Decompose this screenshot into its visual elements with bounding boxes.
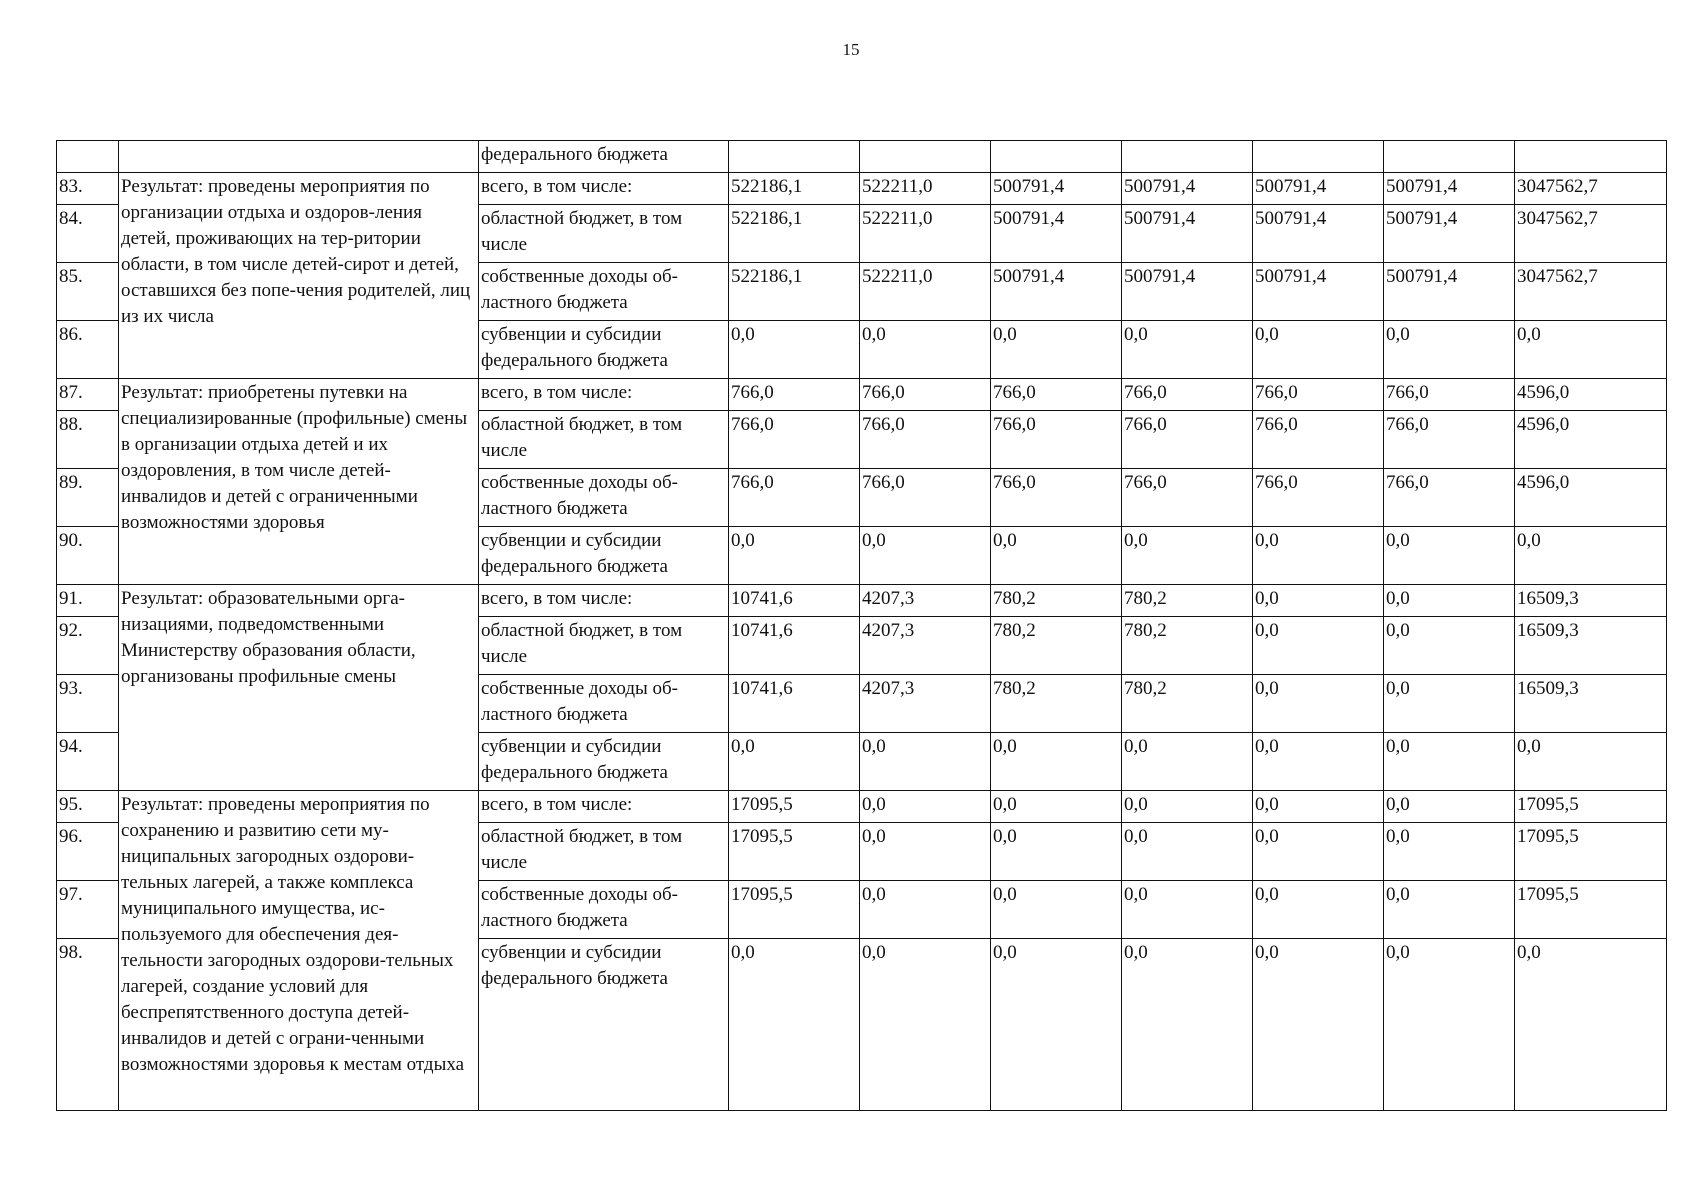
- row-number: 94.: [57, 733, 119, 791]
- amount-cell: 0,0: [1122, 527, 1253, 585]
- amount-cell: 0,0: [729, 321, 860, 379]
- amount-cell: 0,0: [1515, 527, 1667, 585]
- amount-cell: 766,0: [729, 469, 860, 527]
- amount-cell: 0,0: [729, 733, 860, 791]
- amount-cell: 0,0: [1253, 585, 1384, 617]
- amount-cell: 766,0: [991, 411, 1122, 469]
- amount-cell: 4596,0: [1515, 411, 1667, 469]
- amount-cell: 16509,3: [1515, 585, 1667, 617]
- amount-cell: 0,0: [1384, 527, 1515, 585]
- continuation-value-cell: [1515, 141, 1667, 173]
- amount-cell: 766,0: [1253, 379, 1384, 411]
- amount-cell: 16509,3: [1515, 675, 1667, 733]
- amount-cell: 500791,4: [1122, 173, 1253, 205]
- result-description: Результат: образовательными орга-низациями, подведомственными Министерству образования области, организованы профильные смены: [119, 585, 479, 791]
- amount-cell: 766,0: [1384, 469, 1515, 527]
- amount-cell: 522186,1: [729, 205, 860, 263]
- amount-cell: 4207,3: [860, 585, 991, 617]
- amount-cell: 500791,4: [991, 205, 1122, 263]
- amount-cell: 4207,3: [860, 675, 991, 733]
- amount-cell: 0,0: [860, 733, 991, 791]
- amount-cell: 0,0: [1253, 321, 1384, 379]
- continuation-value-cell: [1253, 141, 1384, 173]
- continuation-value-cell: [991, 141, 1122, 173]
- amount-cell: 3047562,7: [1515, 205, 1667, 263]
- amount-cell: 0,0: [860, 881, 991, 939]
- amount-cell: 0,0: [1384, 733, 1515, 791]
- funding-source: всего, в том числе:: [479, 173, 729, 205]
- amount-cell: 766,0: [860, 411, 991, 469]
- row-number: 83.: [57, 173, 119, 205]
- amount-cell: 0,0: [1122, 881, 1253, 939]
- funding-source: всего, в том числе:: [479, 585, 729, 617]
- row-number: 86.: [57, 321, 119, 379]
- row-number: 88.: [57, 411, 119, 469]
- amount-cell: 0,0: [1384, 675, 1515, 733]
- amount-cell: 4207,3: [860, 617, 991, 675]
- amount-cell: 500791,4: [991, 263, 1122, 321]
- amount-cell: 0,0: [991, 881, 1122, 939]
- amount-cell: 500791,4: [1384, 173, 1515, 205]
- continuation-source-cell: федерального бюджета: [479, 141, 729, 173]
- amount-cell: 0,0: [1122, 823, 1253, 881]
- funding-source: собственные доходы об-ластного бюджета: [479, 263, 729, 321]
- result-description: Результат: проведены мероприятия по сохранению и развитию сети му-ниципальных загородных оздорови-тельных лагерей, а также комплекса муниципального имущества, ис-пользуемого для обеспечения дея-тельности загородных оздорови-тельных лагерей, создание условий для беспрепятственного доступа детей-инвалидов и детей с ограни-ченными возможностями здоровья к местам отдыха: [119, 791, 479, 1111]
- amount-cell: 766,0: [991, 379, 1122, 411]
- amount-cell: 0,0: [1253, 527, 1384, 585]
- amount-cell: 17095,5: [1515, 791, 1667, 823]
- continuation-row: [57, 141, 1667, 173]
- amount-cell: 0,0: [1253, 791, 1384, 823]
- row-number: 91.: [57, 585, 119, 617]
- amount-cell: 17095,5: [729, 791, 860, 823]
- funding-source: собственные доходы об-ластного бюджета: [479, 675, 729, 733]
- amount-cell: 766,0: [991, 469, 1122, 527]
- funding-source: собственные доходы об-ластного бюджета: [479, 881, 729, 939]
- amount-cell: 0,0: [860, 321, 991, 379]
- amount-cell: 500791,4: [1122, 205, 1253, 263]
- amount-cell: 0,0: [860, 791, 991, 823]
- row-number: 98.: [57, 939, 119, 1111]
- amount-cell: 0,0: [991, 527, 1122, 585]
- amount-cell: 10741,6: [729, 617, 860, 675]
- row-number: 87.: [57, 379, 119, 411]
- amount-cell: 4596,0: [1515, 469, 1667, 527]
- amount-cell: 522186,1: [729, 173, 860, 205]
- funding-source: областной бюджет, в том числе: [479, 205, 729, 263]
- amount-cell: 0,0: [860, 939, 991, 1111]
- amount-cell: 0,0: [1253, 617, 1384, 675]
- continuation-value-cell: [1384, 141, 1515, 173]
- amount-cell: 780,2: [991, 617, 1122, 675]
- amount-cell: 0,0: [1515, 733, 1667, 791]
- page-number: 15: [842, 40, 860, 59]
- amount-cell: 780,2: [991, 675, 1122, 733]
- funding-source: областной бюджет, в том числе: [479, 411, 729, 469]
- amount-cell: 0,0: [1122, 733, 1253, 791]
- row-number: 97.: [57, 881, 119, 939]
- amount-cell: 766,0: [729, 379, 860, 411]
- amount-cell: 0,0: [991, 733, 1122, 791]
- amount-cell: 10741,6: [729, 585, 860, 617]
- amount-cell: 10741,6: [729, 675, 860, 733]
- amount-cell: 522211,0: [860, 205, 991, 263]
- amount-cell: 0,0: [1384, 791, 1515, 823]
- amount-cell: 766,0: [1122, 411, 1253, 469]
- amount-cell: 0,0: [991, 823, 1122, 881]
- amount-cell: 0,0: [1122, 321, 1253, 379]
- amount-cell: 0,0: [991, 791, 1122, 823]
- amount-cell: 766,0: [1384, 379, 1515, 411]
- row-number: 84.: [57, 205, 119, 263]
- amount-cell: 4596,0: [1515, 379, 1667, 411]
- amount-cell: 0,0: [1384, 939, 1515, 1111]
- amount-cell: 522186,1: [729, 263, 860, 321]
- amount-cell: 500791,4: [1384, 263, 1515, 321]
- amount-cell: 766,0: [1253, 469, 1384, 527]
- row-number: 96.: [57, 823, 119, 881]
- amount-cell: 766,0: [1253, 411, 1384, 469]
- amount-cell: 0,0: [1253, 939, 1384, 1111]
- continuation-value-cell: [860, 141, 991, 173]
- funding-source: всего, в том числе:: [479, 379, 729, 411]
- amount-cell: 766,0: [860, 379, 991, 411]
- amount-cell: 0,0: [1515, 321, 1667, 379]
- amount-cell: 3047562,7: [1515, 173, 1667, 205]
- amount-cell: 0,0: [1384, 823, 1515, 881]
- funding-source: субвенции и субсидии федерального бюджета: [479, 939, 729, 1111]
- table-row: [57, 379, 1667, 411]
- amount-cell: 0,0: [860, 823, 991, 881]
- amount-cell: 0,0: [1253, 881, 1384, 939]
- amount-cell: 0,0: [1253, 733, 1384, 791]
- amount-cell: 17095,5: [729, 881, 860, 939]
- amount-cell: 766,0: [729, 411, 860, 469]
- amount-cell: 500791,4: [1122, 263, 1253, 321]
- amount-cell: 780,2: [1122, 617, 1253, 675]
- row-number: 85.: [57, 263, 119, 321]
- amount-cell: 522211,0: [860, 173, 991, 205]
- amount-cell: 780,2: [1122, 675, 1253, 733]
- budget-table: [56, 140, 1667, 1111]
- amount-cell: 0,0: [1384, 321, 1515, 379]
- amount-cell: 3047562,7: [1515, 263, 1667, 321]
- funding-source: областной бюджет, в том числе: [479, 823, 729, 881]
- amount-cell: 500791,4: [991, 173, 1122, 205]
- funding-source: субвенции и субсидии федерального бюджета: [479, 733, 729, 791]
- funding-source: субвенции и субсидии федерального бюджета: [479, 527, 729, 585]
- amount-cell: 16509,3: [1515, 617, 1667, 675]
- funding-source: субвенции и субсидии федерального бюджета: [479, 321, 729, 379]
- continuation-num-cell: [57, 141, 119, 173]
- amount-cell: 0,0: [991, 939, 1122, 1111]
- amount-cell: 766,0: [1122, 379, 1253, 411]
- amount-cell: 0,0: [1384, 617, 1515, 675]
- continuation-value-cell: [729, 141, 860, 173]
- amount-cell: 500791,4: [1253, 205, 1384, 263]
- amount-cell: 500791,4: [1253, 173, 1384, 205]
- amount-cell: 522211,0: [860, 263, 991, 321]
- amount-cell: 780,2: [991, 585, 1122, 617]
- amount-cell: 0,0: [729, 939, 860, 1111]
- amount-cell: 500791,4: [1384, 205, 1515, 263]
- amount-cell: 0,0: [1515, 939, 1667, 1111]
- result-description: Результат: приобретены путевки на специализированные (профильные) смены в организации отдыха детей и их оздоровления, в том числе детей-инвалидов и детей с ограниченными возможностями здоровья: [119, 379, 479, 585]
- amount-cell: 766,0: [860, 469, 991, 527]
- amount-cell: 0,0: [1122, 791, 1253, 823]
- amount-cell: 766,0: [1122, 469, 1253, 527]
- funding-source: собственные доходы об-ластного бюджета: [479, 469, 729, 527]
- row-number: 92.: [57, 617, 119, 675]
- amount-cell: 0,0: [1253, 675, 1384, 733]
- funding-source: областной бюджет, в том числе: [479, 617, 729, 675]
- row-number: 89.: [57, 469, 119, 527]
- continuation-value-cell: [1122, 141, 1253, 173]
- table-row: [57, 585, 1667, 617]
- amount-cell: 0,0: [1384, 881, 1515, 939]
- amount-cell: 0,0: [860, 527, 991, 585]
- amount-cell: 0,0: [1384, 585, 1515, 617]
- table-row: [57, 791, 1667, 823]
- amount-cell: 780,2: [1122, 585, 1253, 617]
- amount-cell: 500791,4: [1253, 263, 1384, 321]
- amount-cell: 0,0: [729, 527, 860, 585]
- row-number: 93.: [57, 675, 119, 733]
- amount-cell: 0,0: [1253, 823, 1384, 881]
- funding-source: всего, в том числе:: [479, 791, 729, 823]
- continuation-result-cell: [119, 141, 479, 173]
- amount-cell: 17095,5: [729, 823, 860, 881]
- row-number: 95.: [57, 791, 119, 823]
- table-body: [57, 141, 1667, 1111]
- amount-cell: 766,0: [1384, 411, 1515, 469]
- row-number: 90.: [57, 527, 119, 585]
- table-row: [57, 173, 1667, 205]
- amount-cell: 0,0: [991, 321, 1122, 379]
- amount-cell: 0,0: [1122, 939, 1253, 1111]
- result-description: Результат: проведены мероприятия по организации отдыха и оздоров-ления детей, проживающих на тер-ритории области, в том числе детей-сирот и детей, оставшихся без попе-чения родителей, лиц из их числа: [119, 173, 479, 379]
- amount-cell: 17095,5: [1515, 881, 1667, 939]
- amount-cell: 17095,5: [1515, 823, 1667, 881]
